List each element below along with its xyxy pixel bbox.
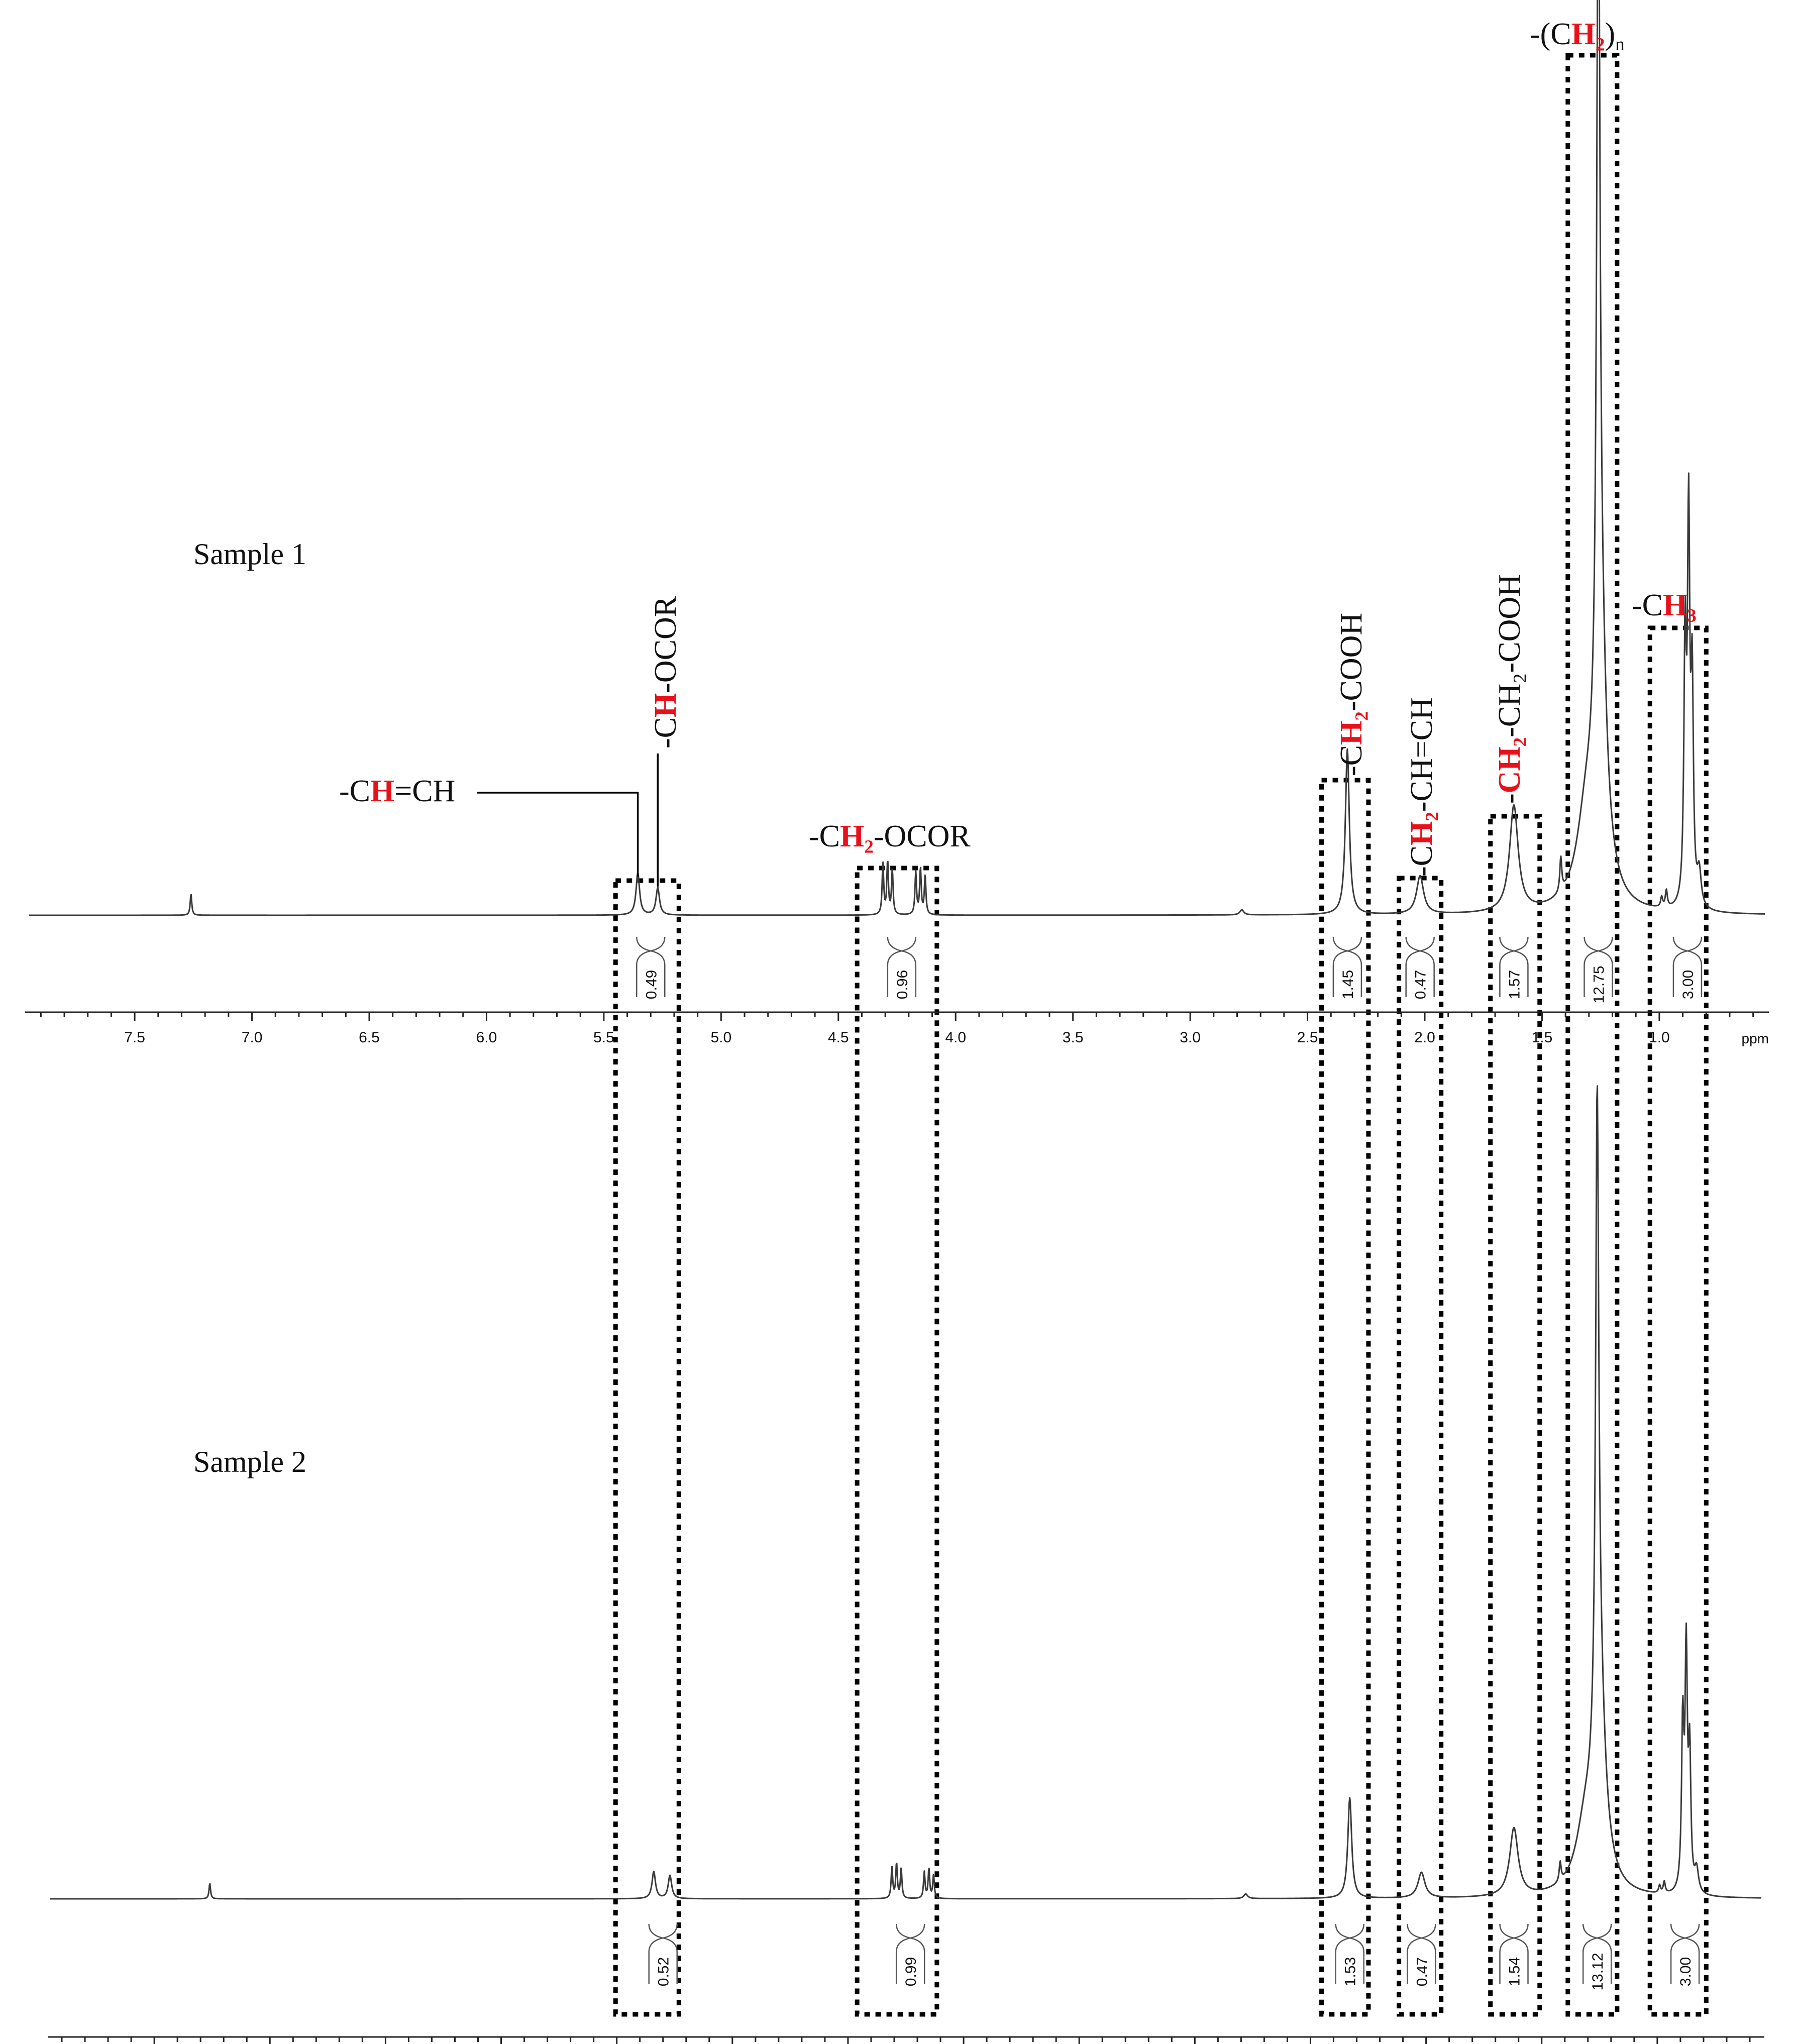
integral-value: 3.00 bbox=[1679, 970, 1697, 1000]
x-tick-label: 5.5 bbox=[593, 1029, 614, 1046]
integral-value: 1.53 bbox=[1342, 1957, 1359, 1987]
x-tick-label: 4.5 bbox=[827, 1029, 849, 1046]
integral-value: 0.47 bbox=[1414, 1957, 1431, 1987]
assignment-label-ch2_ch_ch: -CH₂-CH=CH bbox=[1405, 697, 1439, 877]
integral-value: 0.99 bbox=[903, 1957, 920, 1987]
integral-value: 1.45 bbox=[1339, 970, 1356, 1000]
x-tick-label: 3.5 bbox=[1062, 1029, 1084, 1046]
assignment-label-ch2n: -(CH₂)n bbox=[1530, 17, 1625, 55]
integral-value: 0.49 bbox=[643, 970, 660, 1000]
integral-value: 0.47 bbox=[1412, 970, 1429, 1000]
sample-1-label: Sample 1 bbox=[193, 537, 306, 571]
integral-value: 0.52 bbox=[655, 1957, 672, 1987]
assignment-label-ch2_cooh: -CH₂-COOH bbox=[1334, 612, 1368, 776]
x-tick-label: 7.0 bbox=[241, 1029, 263, 1046]
x-tick-label: 2.0 bbox=[1414, 1029, 1435, 1046]
x-tick-label: 1.0 bbox=[1649, 1029, 1670, 1046]
assignment-label-ch2_ocor: -CH₂-OCOR bbox=[809, 819, 971, 853]
x-tick-label: 4.0 bbox=[945, 1029, 967, 1046]
sample-2-label: Sample 2 bbox=[193, 1445, 306, 1478]
x-axis-unit-label: ppm bbox=[1741, 1031, 1769, 1046]
integral-value: 3.00 bbox=[1677, 1957, 1695, 1987]
x-tick-label: 6.0 bbox=[476, 1029, 497, 1046]
assignment-label-ch_ocor: -CH-OCOR bbox=[649, 596, 683, 748]
x-tick-label: 3.0 bbox=[1180, 1029, 1201, 1046]
assignment-label-ch3: -CH₃ bbox=[1632, 588, 1697, 622]
x-tick-label: 1.5 bbox=[1531, 1029, 1553, 1046]
assignment-label-ch_ch: -CH=CH bbox=[339, 774, 456, 808]
integral-value: 12.75 bbox=[1591, 965, 1608, 1004]
x-tick-label: 5.0 bbox=[710, 1029, 732, 1046]
x-tick-label: 2.5 bbox=[1297, 1029, 1318, 1046]
integral-value: 0.96 bbox=[894, 970, 911, 1000]
integral-value: 13.12 bbox=[1590, 1953, 1607, 1991]
integral-value: 1.57 bbox=[1506, 970, 1523, 1000]
integral-value: 1.54 bbox=[1506, 1957, 1523, 1987]
x-tick-label: 7.5 bbox=[124, 1029, 145, 1046]
assignment-label-ch2_ch2_cooh: -CH₂-CH₂-COOH bbox=[1493, 574, 1527, 804]
x-tick-label: 6.5 bbox=[359, 1029, 380, 1046]
